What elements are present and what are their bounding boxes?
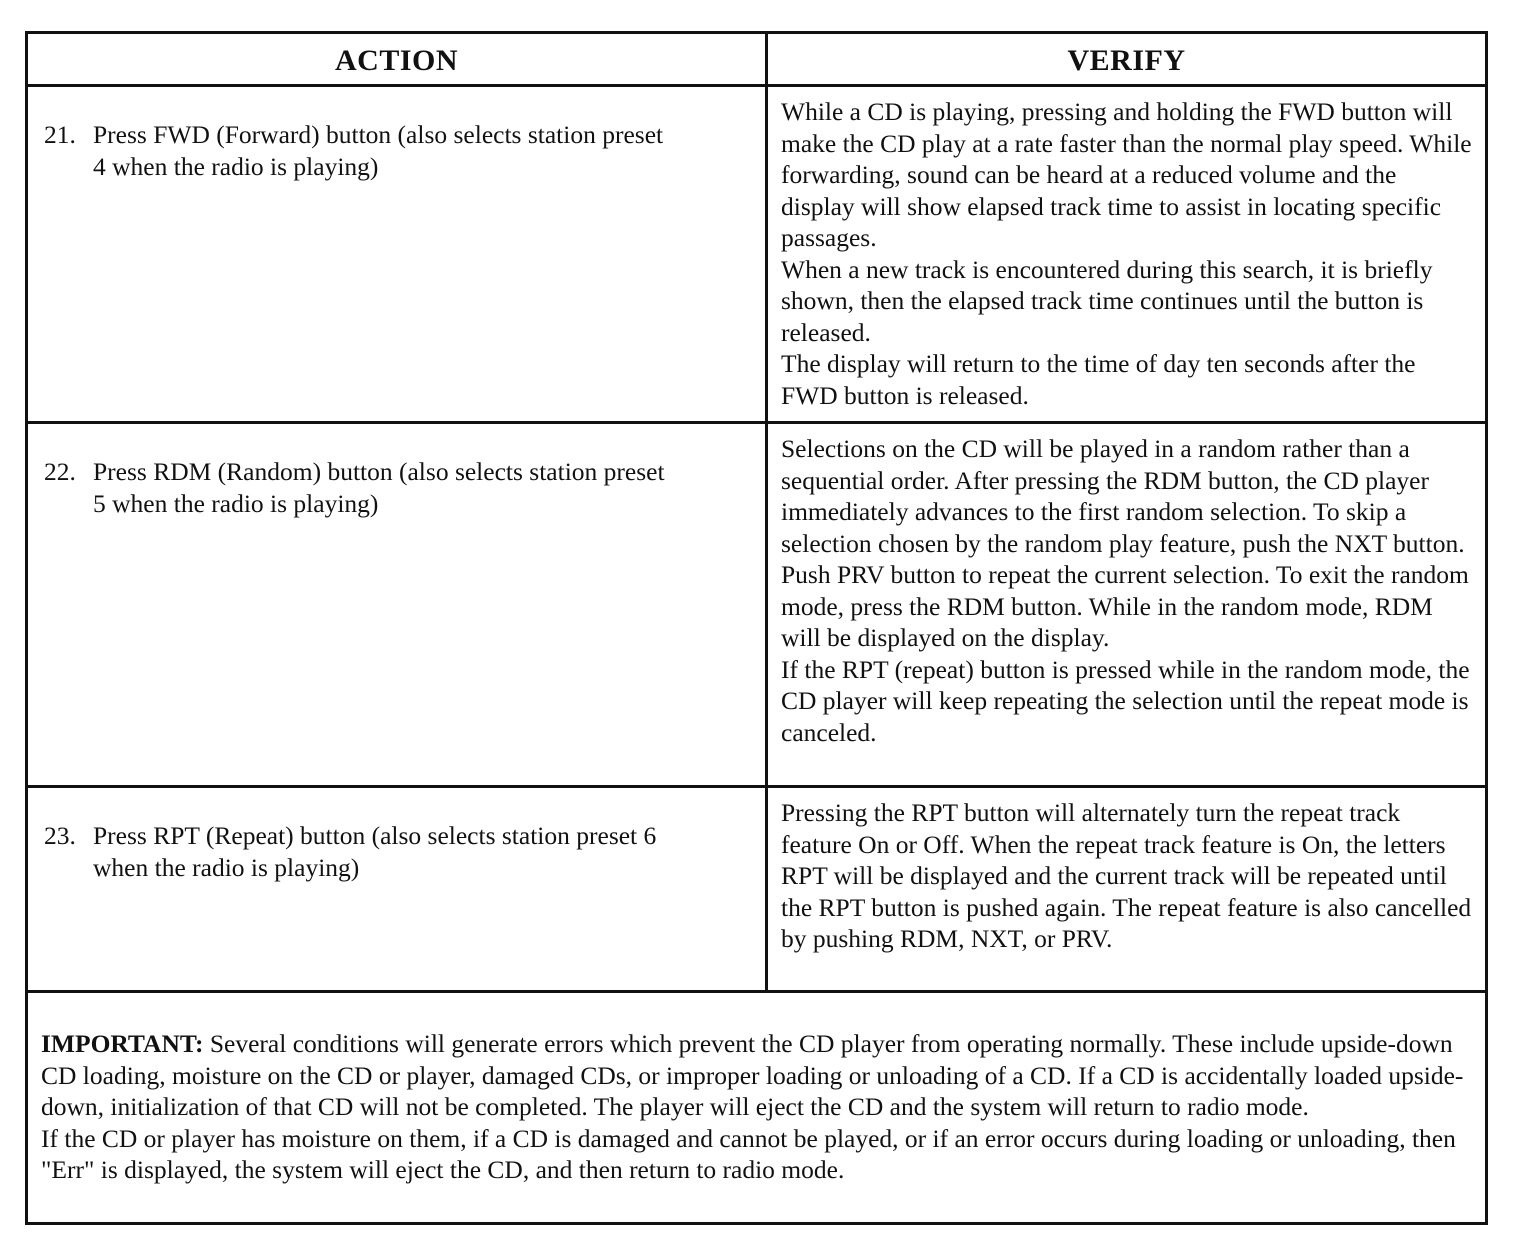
verify-paragraph: If the RPT (repeat) button is pressed while in the random mode, the CD player will keep repeating the selection until the repeat mode is canceled. bbox=[781, 654, 1470, 747]
important-note bbox=[28, 993, 1485, 1222]
step-number: 23. bbox=[44, 821, 76, 850]
verify-cell bbox=[768, 788, 1485, 990]
important-paragraph: If the CD or player has moisture on them, if a CD is damaged and cannot be played, or if an error occurs during loading or unloading, then "Err" is displayed, the system will eject the CD, and then return to radio mode. bbox=[41, 1123, 1456, 1184]
action-cell bbox=[28, 788, 768, 990]
action-text-continued: when the radio is playing) bbox=[93, 852, 360, 882]
verify-paragraph: Pressing the RPT button will alternately turn the repeat track feature On or Off. When the repeat track feature is On, the letters RPT will be displayed and the current track will be repeated until the RPT button is pushed again. The repeat feature is also cancelled by pushing RDM, NXT, or PRV. bbox=[781, 798, 1472, 953]
action-text: Press RPT (Repeat) button (also selects station preset 6 bbox=[93, 821, 657, 850]
procedure-table bbox=[25, 31, 1488, 1225]
action-text-continued: 4 when the radio is playing) bbox=[93, 151, 379, 181]
action-text: Press FWD (Forward) button (also selects station preset bbox=[93, 120, 664, 149]
important-note-body bbox=[28, 993, 1485, 1186]
action-line bbox=[44, 820, 765, 852]
action-line bbox=[44, 456, 765, 488]
action-cell bbox=[28, 87, 768, 421]
verify-paragraph: While a CD is playing, pressing and holding the FWD button will make the CD play at a rate faster than the normal play speed. While forwarding, sound can be heard at a reduced volume and the display will show elapsed track time to assist in locating specific passages. bbox=[781, 97, 1472, 252]
verify-column-header: VERIFY bbox=[1067, 44, 1186, 77]
important-text: Several conditions will generate errors which prevent the CD player from operating normally. These include upside-down CD loading, moisture on the CD or player, damaged CDs, or improper loading or unloading of a CD. If a CD is accidentally loaded upside-down, initialization of that CD will not be completed. The player will eject the CD and the system will return to radio mode. bbox=[41, 1029, 1464, 1121]
table-header-row bbox=[28, 34, 1485, 87]
verify-cell bbox=[768, 87, 1485, 421]
verify-paragraph: Selections on the CD will be played in a random rather than a sequential order. After pressing the RDM button, the CD player immediately advances to the first random selection. To skip a selection chosen by the random play feature, push the NXT button. Push PRV button to repeat the current selection. To exit the random mode, press the RDM button. While in the random mode, RDM will be displayed on the display. bbox=[781, 434, 1469, 652]
verify-cell bbox=[768, 424, 1485, 785]
verify-paragraph: The display will return to the time of day ten seconds after the FWD button is released. bbox=[781, 349, 1416, 410]
action-text-continued: 5 when the radio is playing) bbox=[93, 488, 379, 518]
action-text: Press RDM (Random) button (also selects station preset bbox=[93, 457, 665, 486]
table-row bbox=[28, 788, 1485, 993]
action-column-header: ACTION bbox=[28, 34, 768, 84]
table-row bbox=[28, 87, 1485, 424]
verify-paragraph: When a new track is encountered during this search, it is briefly shown, then the elapsed track time continues until the button is released. bbox=[781, 254, 1433, 347]
action-line bbox=[44, 119, 765, 151]
table-row bbox=[28, 424, 1485, 788]
action-cell bbox=[28, 424, 768, 785]
step-number: 22. bbox=[44, 457, 76, 486]
important-paragraph bbox=[41, 1028, 1475, 1123]
step-number: 21. bbox=[44, 120, 76, 149]
important-label: IMPORTANT: bbox=[41, 1029, 204, 1058]
